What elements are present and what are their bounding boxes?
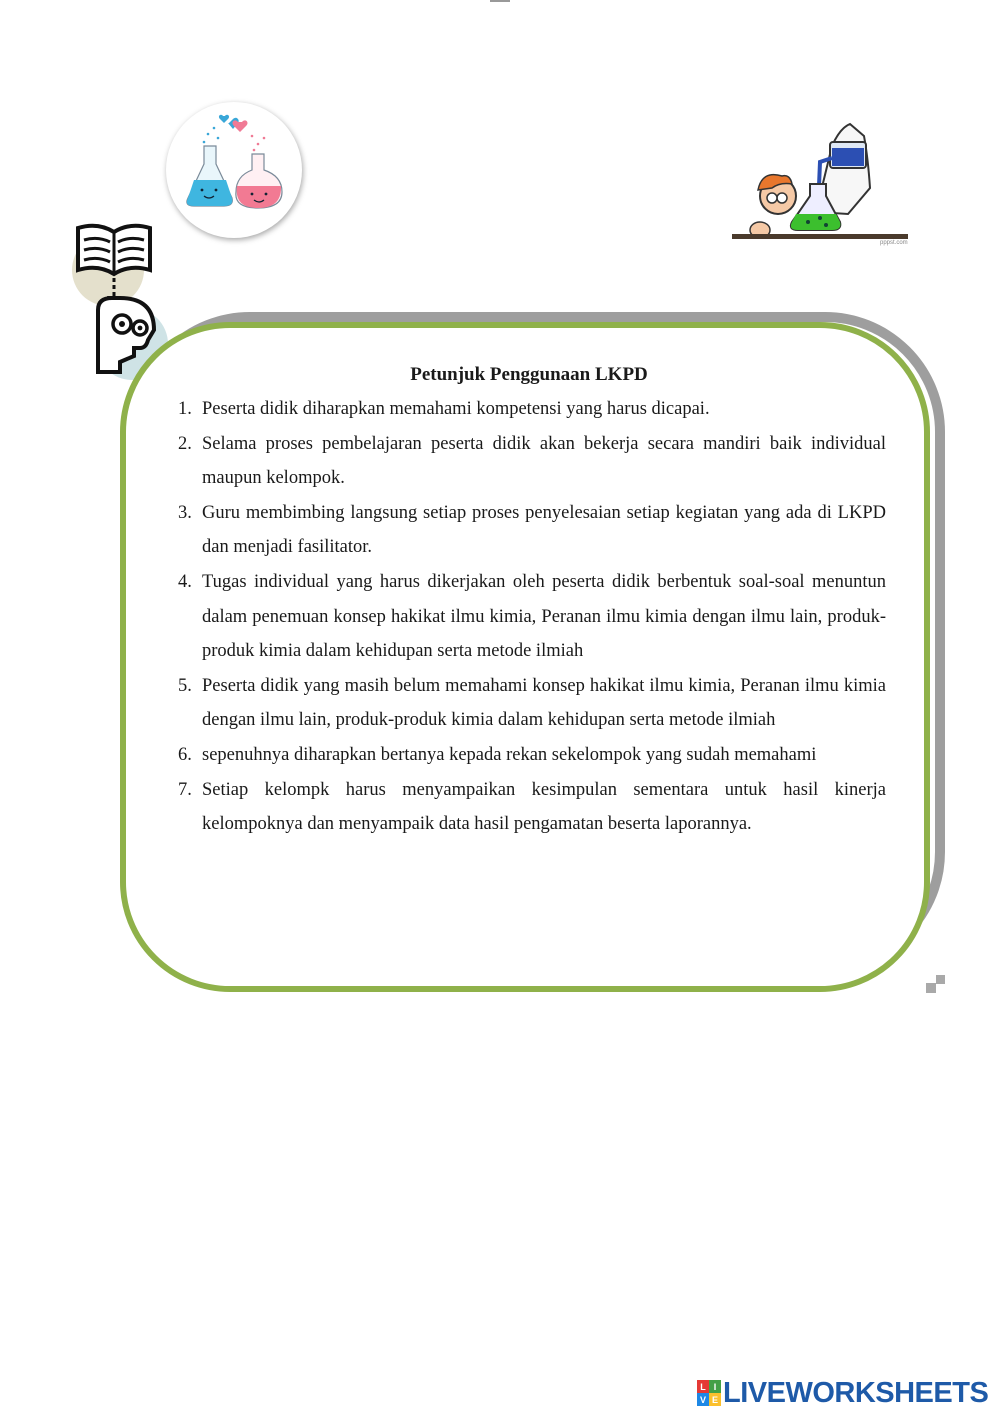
item-number: 1. — [178, 399, 192, 419]
item-number: 4. — [178, 571, 192, 592]
item-text: Peserta didik diharapkan memahami kompetensi yang harus dicapai. — [202, 399, 710, 419]
brand-name: LIVEWORKSHEETS — [723, 1376, 989, 1409]
item-number: 5. — [178, 675, 192, 696]
flask-couple-icon — [166, 102, 302, 238]
item-text: Setiap kelompk harus menyampaikan kesimpulan sementara untuk hasil kinerja kelompoknya dan menyampaik data hasil pengamatan beserta laporannya. — [202, 779, 886, 835]
logo-letter: I — [709, 1380, 721, 1393]
item-number: 6. — [178, 744, 192, 765]
scientist-icon — [728, 118, 910, 250]
item-text: Selama proses pembelajaran peserta didik akan bekerja secara mandiri baik individual maupun kelompok. — [202, 433, 886, 489]
list-item — [172, 427, 886, 496]
liveworksheets-brand[interactable] — [697, 1377, 988, 1409]
list-item — [172, 669, 886, 738]
item-number: 3. — [178, 502, 192, 523]
item-text: Guru membimbing langsung setiap proses penyelesaian setiap kegiatan yang ada di LKPD dan menjadi fasilitator. — [202, 502, 886, 558]
list-item — [172, 738, 886, 773]
item-number: 2. — [178, 433, 192, 454]
page-title: Petunjuk Penggunaan LKPD — [410, 364, 648, 385]
list-item — [172, 392, 886, 427]
list-item — [172, 773, 886, 842]
item-text: sepenuhnya diharapkan bertanya kepada rekan sekelompok yang sudah memahami — [202, 744, 817, 765]
item-text: Peserta didik yang masih belum memahami konsep hakikat ilmu kimia, Peranan ilmu kimia dengan ilmu lain, produk-produk kimia dalam kehidupan serta metode ilmiah — [202, 675, 886, 731]
list-item — [172, 565, 886, 669]
instructions-content — [172, 358, 886, 842]
liveworksheets-logo-icon — [697, 1380, 721, 1406]
top-mark — [490, 0, 510, 2]
logo-letter: V — [697, 1393, 709, 1406]
list-item — [172, 496, 886, 565]
logo-letter: E — [709, 1393, 721, 1406]
item-number: 7. — [178, 779, 192, 800]
logo-letter: L — [697, 1380, 709, 1393]
rules-list — [172, 392, 886, 842]
item-text: Tugas individual yang harus dikerjakan oleh peserta didik berbentuk soal-soal menuntun dalam penemuan konsep hakikat ilmu kimia, Peranan ilmu kimia dengan ilmu lain, produk-produk kimia dalam kehidupan serta metode ilmiah — [202, 571, 886, 662]
scientist-caption: pppst.com — [880, 240, 908, 246]
corner-decoration — [926, 975, 946, 995]
